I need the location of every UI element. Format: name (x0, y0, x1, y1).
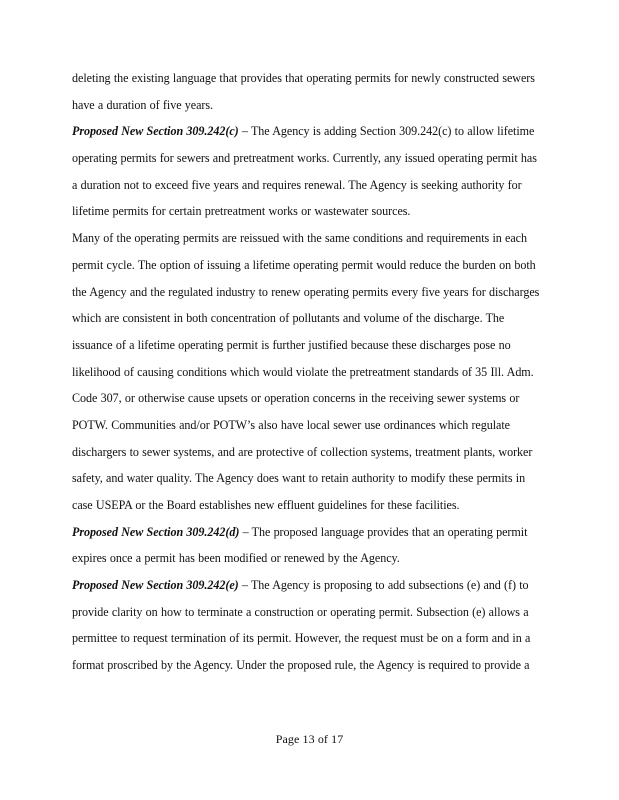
text-line (72, 492, 548, 519)
text-line (72, 172, 548, 199)
section-heading-line (72, 519, 548, 546)
text-line (72, 65, 548, 92)
text-line (72, 625, 548, 652)
section-heading: Proposed New Section 309.242(d) (72, 524, 240, 539)
text-line (72, 198, 548, 225)
text-line (72, 252, 548, 279)
text-line (72, 439, 548, 466)
text-line (72, 652, 548, 679)
section-heading: Proposed New Section 309.242(e) (72, 578, 239, 593)
text-line (72, 599, 548, 626)
line-text: lifetime permits for certain pretreatment works or wastewater sources. (72, 204, 411, 219)
line-text: likelihood of causing conditions which would violate the pretreatment standards of 35 Ill. Adm. (72, 364, 534, 379)
line-text: Many of the operating permits are reissued with the same conditions and requirements in each (72, 231, 527, 246)
body-text (72, 65, 548, 679)
line-text: safety, and water quality. The Agency does want to retain authority to modify these permits in (72, 471, 526, 486)
line-text: operating permits for sewers and pretreatment works. Currently, any issued operating permit has (72, 151, 537, 166)
line-text: a duration not to exceed five years and requires renewal. The Agency is seeking authority for (72, 177, 522, 192)
line-text: permit cycle. The option of issuing a lifetime operating permit would reduce the burden on both (72, 257, 536, 272)
line-text: – The Agency is proposing to add subsections (e) and (f) to (238, 578, 529, 593)
text-line (72, 385, 548, 412)
line-text: Code 307, or otherwise cause upsets or operation concerns in the receiving sewer systems or (72, 391, 520, 406)
text-line (72, 545, 548, 572)
line-text: dischargers to sewer systems, and are protective of collection systems, treatment plants, worker (72, 444, 533, 459)
line-text: the Agency and the regulated industry to renew operating permits every five years for discharges (72, 284, 540, 299)
text-line (72, 412, 548, 439)
line-text: issuance of a lifetime operating permit is further justified because these discharges pose no (72, 337, 511, 352)
text-line (72, 305, 548, 332)
line-text: deleting the existing language that provides that operating permits for newly constructed sewers (72, 71, 535, 85)
section-heading: Proposed New Section 309.242(c) (72, 124, 239, 139)
line-text: which are consistent in both concentration of pollutants and volume of the discharge. The (72, 311, 505, 326)
text-line (72, 465, 548, 492)
line-text: expires once a permit has been modified or renewed by the Agency. (72, 551, 400, 566)
page-number: Page 13 of 17 (275, 732, 344, 746)
line-text: – The proposed language provides that an operating permit (239, 524, 528, 539)
text-line (72, 279, 548, 306)
section-heading-line (72, 118, 548, 145)
line-text: format proscribed by the Agency. Under the proposed rule, the Agency is required to provide a (72, 658, 530, 673)
text-line (72, 225, 548, 252)
line-text: permittee to request termination of its permit. However, the request must be on a form and in a (72, 631, 531, 646)
text-line (72, 332, 548, 359)
line-text: POTW. Communities and/or POTW’s also have local sewer use ordinances which regulate (72, 417, 511, 432)
section-heading-line (72, 572, 548, 599)
line-text: case USEPA or the Board establishes new effluent guidelines for these facilities. (72, 498, 460, 512)
line-text: have a duration of five years. (72, 97, 214, 112)
line-text: provide clarity on how to terminate a construction or operating permit. Subsection (e) allows a (72, 604, 529, 619)
text-line (72, 145, 548, 172)
line-text: – The Agency is adding Section 309.242(c) to allow lifetime (238, 124, 535, 139)
text-line (72, 359, 548, 386)
text-line (72, 92, 548, 119)
